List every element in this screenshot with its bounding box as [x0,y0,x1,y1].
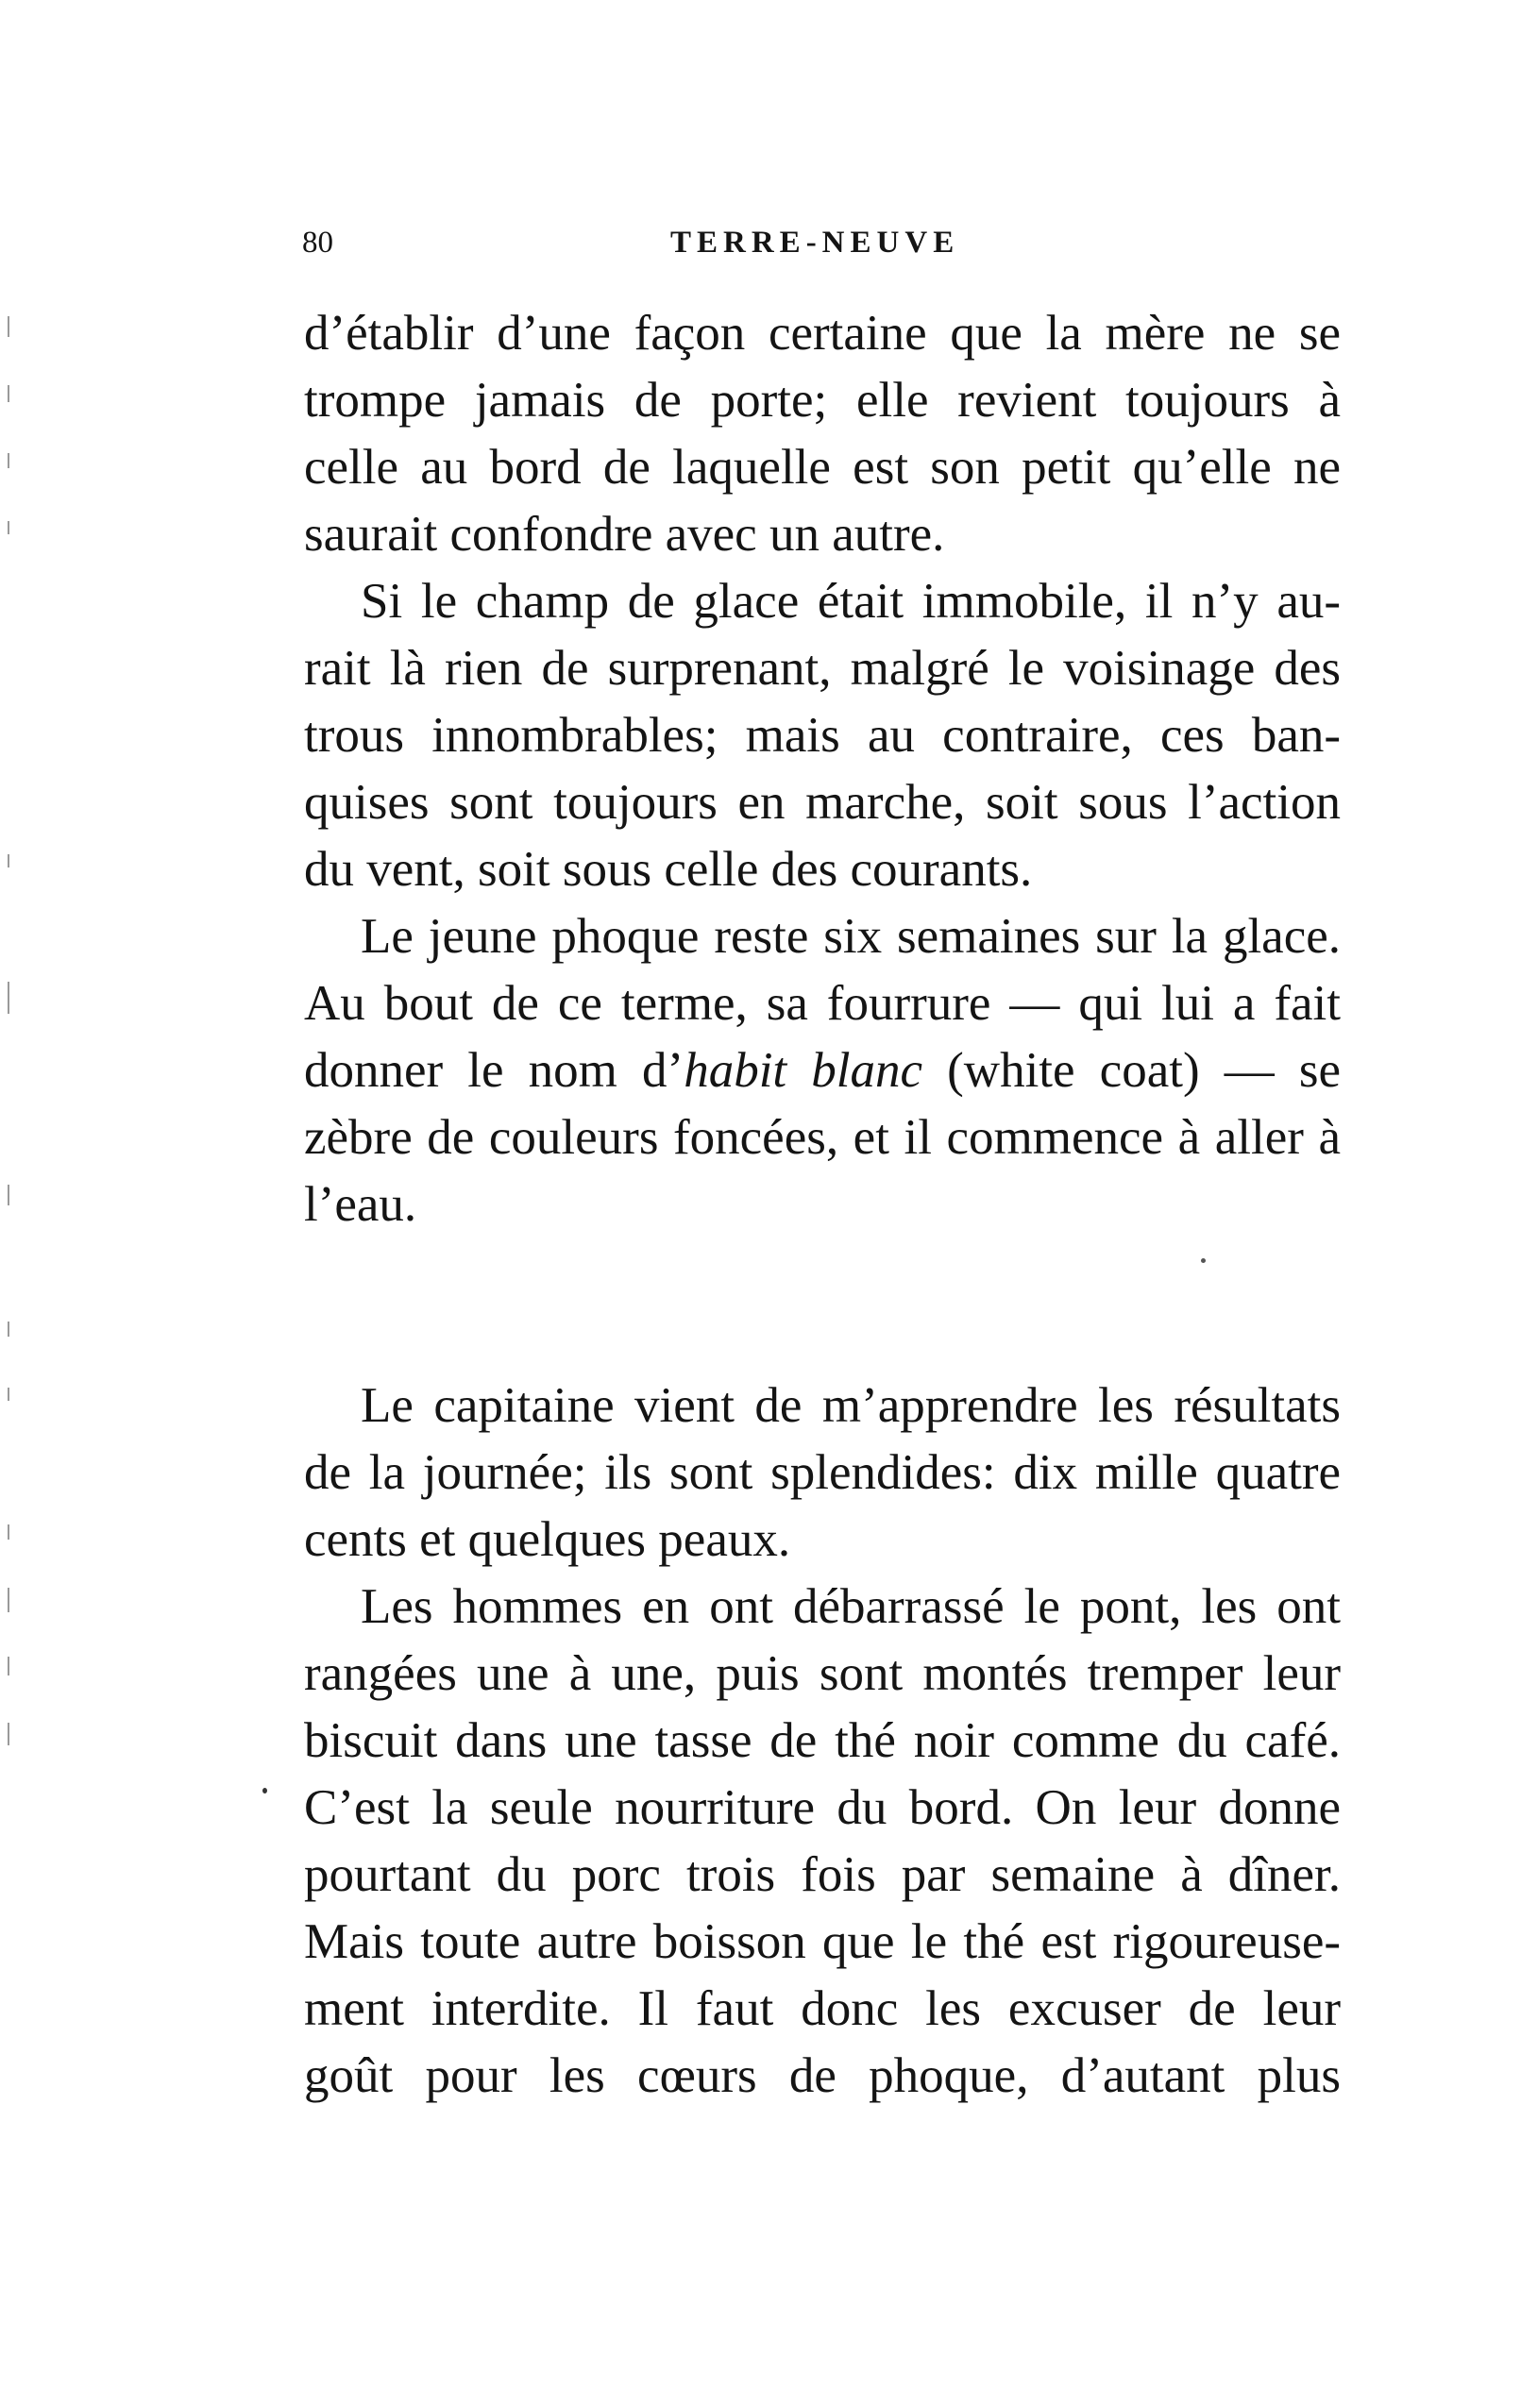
scan-mark [8,1723,9,1745]
text-line: cents et quelques peaux. [304,1512,791,1567]
text-line: d’établir d’une façon certaine que la mère ne se [304,306,1341,361]
text-line: ment interdite. Il faut donc les excuser de leur [304,1981,1341,2036]
text-line: goût pour les cœurs de phoque, d’autant plus [304,2048,1341,2103]
scan-mark [8,1524,9,1540]
scan-mark [8,982,9,1014]
text-line: quises sont toujours en marche, soit sous l’action [304,775,1341,830]
text-line: Les hommes en ont débarrassé le pont, les ont [361,1579,1341,1634]
text-line: l’eau. [304,1177,417,1232]
paragraph [304,568,1341,903]
scan-mark [8,1657,9,1675]
paragraph [304,1574,1341,2110]
scan-mark [8,385,9,402]
scan-mark [8,1388,9,1401]
text-run: (white coat) — se [922,1043,1341,1098]
scan-mark [8,854,9,867]
text-line: rangées une à une, puis sont montés tremper leur [304,1646,1341,1701]
text-run: donner le nom d’ [304,1043,684,1098]
text-line-with-italic [304,1037,1341,1104]
scan-mark [8,1185,9,1205]
text-line: saurait confondre avec un autre. [304,507,945,562]
text-line: Le capitaine vient de m’apprendre les résultats [361,1378,1341,1433]
paragraph [304,1372,1341,1574]
text-line: Mais toute autre boisson que le thé est rigoureuse- [304,1914,1341,1969]
scan-mark [8,521,9,534]
text-line: biscuit dans une tasse de thé noir comme du café. [304,1713,1341,1768]
text-line: Au bout de ce terme, sa fourrure — qui lui a fait [304,976,1341,1031]
scan-mark [8,316,9,337]
scan-speck [262,1788,267,1793]
running-title: TERRE-NEUVE [670,226,960,260]
text-line: du vent, soit sous celle des courants. [304,842,1033,897]
paragraph [304,903,1341,1238]
text-line: Si le champ de glace était immobile, il n’y au- [361,574,1341,629]
text-line: trompe jamais de porte; elle revient toujours à [304,373,1341,428]
text-line: C’est la seule nourriture du bord. On leur donne [304,1780,1341,1835]
paragraph [304,300,1341,568]
italic-term: habit blanc [684,1043,923,1098]
text-line: Le jeune phoque reste six semaines sur la glace. [361,909,1341,964]
text-line: rait là rien de surprenant, malgré le voisinage des [304,641,1341,696]
section-break [304,1238,1341,1372]
text-line: celle au bord de laquelle est son petit qu’elle ne [304,440,1341,495]
scan-mark [8,453,9,468]
text-line: de la journée; ils sont splendides: dix mille quatre [304,1445,1341,1500]
scan-mark [8,1588,9,1612]
text-line: pourtant du porc trois fois par semaine à dîner. [304,1847,1341,1902]
page-number: 80 [302,226,333,260]
running-head [302,219,1341,266]
text-line: trous innombrables; mais au contraire, ces ban- [304,708,1341,763]
body-text [304,300,1341,2110]
scan-mark [8,1322,9,1337]
text-line: zèbre de couleurs foncées, et il commence à aller à [304,1110,1341,1165]
